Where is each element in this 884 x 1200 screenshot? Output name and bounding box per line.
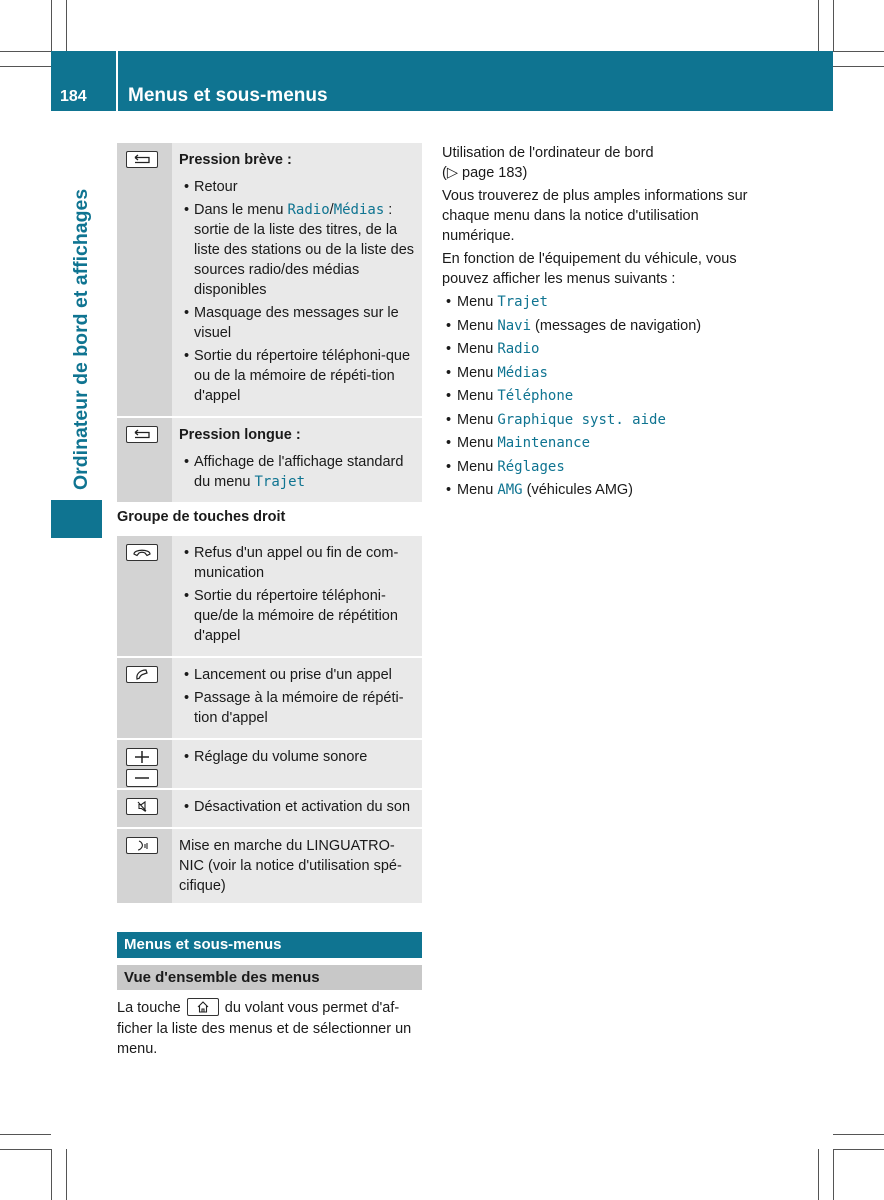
home-key-paragraph: La touche du volant vous permet d'af-ficher la liste des menus et de sélectionner un menu. [117, 1000, 412, 1057]
crop-mark [833, 0, 834, 51]
right-keys-table [117, 536, 422, 903]
paragraph: Utilisation de l'ordinateur de bord (▷ page 183) [442, 145, 654, 181]
list-item: • Passage à la mémoire de répéti-tion d'appel [179, 688, 416, 728]
phone-icon [126, 666, 158, 683]
crop-mark [818, 0, 819, 51]
list-item: • Désactivation et activation du son [179, 797, 416, 817]
mute-icon [126, 798, 158, 815]
list-item: • Menu AMG (véhicules AMG) [442, 480, 752, 500]
table-row [117, 789, 422, 828]
page-reference: (▷ page 183) [442, 165, 528, 181]
short-press-heading: Pression brève : [179, 152, 292, 168]
list-item: • Retour [179, 177, 416, 197]
list-item: • Menu Téléphone [442, 386, 752, 406]
back-key-icon [126, 426, 158, 443]
list-item: • Menu Navi (messages de navigation) [442, 316, 752, 336]
menu-name: Téléphone [497, 388, 574, 404]
crop-mark [833, 51, 884, 52]
hang-up-icon [126, 544, 158, 561]
page-title: Menus et sous-menus [128, 85, 328, 106]
volume-plus-icon [126, 748, 158, 766]
menu-name: Maintenance [497, 435, 591, 451]
page-number: 184 [60, 88, 87, 105]
crop-mark [0, 66, 51, 67]
table-row [117, 657, 422, 739]
paragraph: Vous trouverez de plus amples informations sur chaque menu dans la notice d'utilisation numérique. [442, 188, 748, 244]
crop-mark [833, 66, 884, 67]
table-row [117, 417, 422, 502]
linguatronic-text: Mise en marche du LINGUATRO-NIC (voir la notice d'utilisation spé-cifique) [179, 838, 402, 894]
list-item: • Affichage de l'affichage standard du menu Trajet [179, 452, 416, 492]
menu-name: Navi [497, 317, 532, 334]
menu-name: Graphique syst. aide [497, 411, 666, 428]
list-item: • Sortie du répertoire téléphoni-que/de la mémoire de répétition d'appel [179, 586, 416, 646]
crop-mark [66, 0, 67, 51]
crop-mark [51, 1149, 52, 1200]
list-item: • Réglage du volume sonore [179, 747, 416, 767]
crop-mark [818, 1149, 819, 1200]
list-item: • Menu Réglages [442, 457, 752, 477]
crop-mark [0, 1149, 51, 1150]
back-key-table [117, 143, 422, 502]
table-row [117, 143, 422, 417]
header-divider [116, 51, 118, 111]
crop-mark [833, 1149, 884, 1150]
list-item: • Dans le menu Radio/Médias : sortie de la liste des titres, de la liste des stations ou de la liste des sources radio/des médias disponibles [179, 200, 416, 300]
menu-name: Médias [497, 364, 548, 381]
crop-mark [833, 1149, 834, 1200]
crop-mark [51, 0, 52, 51]
volume-minus-icon [126, 769, 158, 787]
menu-name-radio: Radio [287, 202, 330, 218]
crop-mark [0, 51, 51, 52]
list-item: • Masquage des messages sur le visuel [179, 303, 416, 343]
list-item: • Menu Graphique syst. aide [442, 410, 752, 430]
list-item: • Menu Radio [442, 339, 752, 359]
crop-mark [66, 1149, 67, 1200]
section-heading: Menus et sous-menus [117, 932, 422, 958]
menu-name: Radio [497, 341, 540, 357]
table-row [117, 739, 422, 789]
list-item: • Menu Médias [442, 363, 752, 383]
menu-name: AMG [497, 482, 523, 498]
list-item: • Sortie du répertoire téléphoni-que ou de la mémoire de répéti-tion d'appel [179, 346, 416, 406]
menu-name-medias: Médias [333, 202, 385, 218]
long-press-heading: Pression longue : [179, 427, 301, 443]
menu-name: Trajet [497, 294, 548, 310]
home-icon [187, 998, 219, 1016]
subsection-heading: Vue d'ensemble des menus [117, 965, 422, 990]
list-item: • Lancement ou prise d'un appel [179, 665, 416, 685]
menu-name: Réglages [497, 458, 565, 475]
chapter-tab-marker [51, 500, 102, 538]
paragraph: En fonction de l'équipement du véhicule, vous pouvez afficher les menus suivants : [442, 251, 737, 287]
menu-name-trajet: Trajet [254, 474, 306, 490]
right-keys-group-title: Groupe de touches droit [117, 509, 286, 525]
menu-list [442, 292, 752, 500]
table-row [117, 828, 422, 903]
back-key-icon [126, 151, 158, 168]
chapter-side-title: Ordinateur de bord et affichages [70, 188, 92, 490]
crop-mark [833, 1134, 884, 1135]
table-row [117, 536, 422, 657]
list-item: • Menu Maintenance [442, 433, 752, 453]
voice-control-icon [126, 837, 158, 854]
right-column [442, 143, 752, 504]
list-item: • Menu Trajet [442, 292, 752, 312]
list-item: • Refus d'un appel ou fin de com-munication [179, 543, 416, 583]
crop-mark [0, 1134, 51, 1135]
